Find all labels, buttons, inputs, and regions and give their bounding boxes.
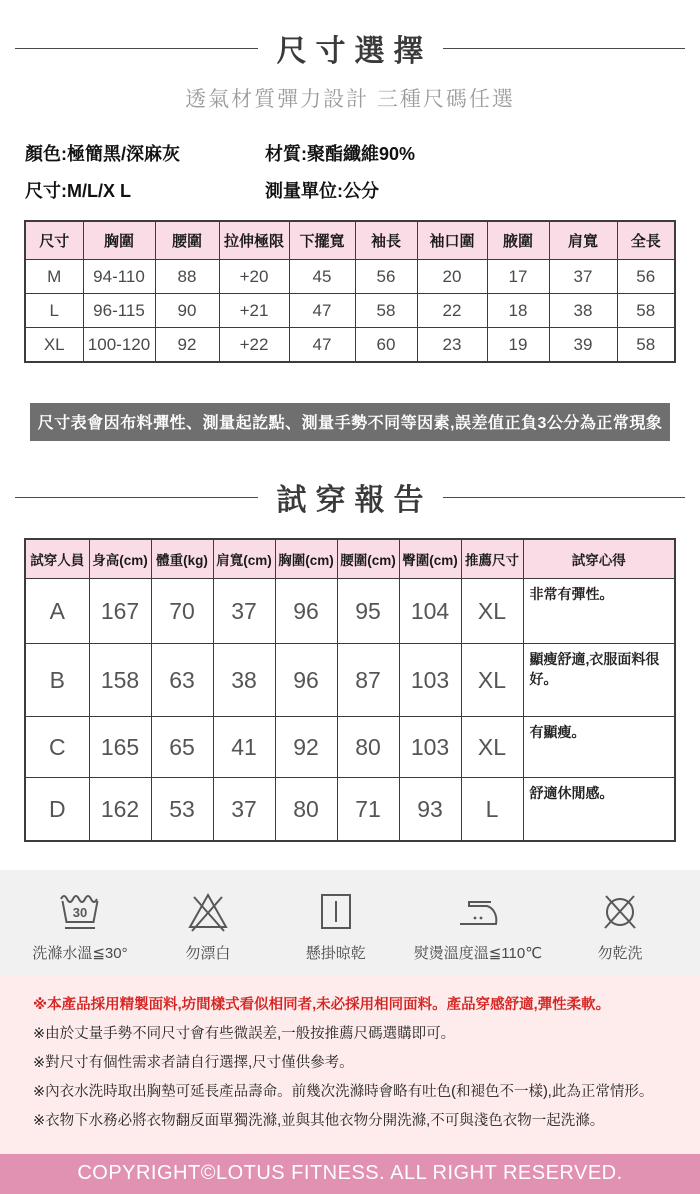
size-cell: 90	[155, 294, 219, 328]
title-left-line	[15, 48, 258, 49]
size-table-header-row	[25, 221, 675, 260]
size-cell: 18	[487, 294, 549, 328]
fit-table-header: 體重(kg)	[151, 539, 213, 579]
wash-temp-30-icon	[55, 886, 105, 936]
fit-table-header: 身高(cm)	[89, 539, 151, 579]
care-item-no-dry-clean	[570, 886, 670, 963]
fit-cell: 41	[213, 717, 275, 778]
size-table-header: 下擺寬	[289, 221, 355, 260]
care-label: 勿漂白	[185, 945, 231, 962]
svg-text:30: 30	[72, 905, 88, 920]
size-cell: 96-115	[83, 294, 155, 328]
size-cell: 100-120	[83, 328, 155, 363]
fit-cell: 87	[337, 644, 399, 717]
copyright-footer: COPYRIGHT©LOTUS FITNESS. ALL RIGHT RESERVED.	[0, 1154, 700, 1194]
product-notes	[0, 976, 700, 1154]
fit-cell: D	[25, 778, 89, 842]
care-item-no-bleach	[158, 886, 258, 963]
size-cell: 60	[355, 328, 417, 363]
fit-cell: 162	[89, 778, 151, 842]
fit-cell: 38	[213, 644, 275, 717]
size-table-row-l	[25, 294, 675, 328]
fit-table-header: 肩寬(cm)	[213, 539, 275, 579]
size-cell: 39	[549, 328, 617, 363]
fit-cell: 37	[213, 579, 275, 644]
care-label: 熨燙溫度溫≦110℃	[413, 945, 543, 962]
size-cell: 88	[155, 260, 219, 294]
note-line: ※內衣水洗時取出胸墊可延長產品壽命。前幾次洗滌時會略有吐色(和褪色不一樣),此為正常情形。	[33, 1084, 654, 1100]
material-label: 材質:聚酯纖維90%	[265, 144, 416, 164]
title-right-line	[443, 497, 686, 498]
size-table	[24, 220, 676, 363]
size-cell: 58	[617, 328, 675, 363]
fit-cell: 63	[151, 644, 213, 717]
fit-cell: C	[25, 717, 89, 778]
fit-report-title: 試穿報告	[276, 484, 433, 517]
size-cell: +21	[219, 294, 289, 328]
fit-cell: 167	[89, 579, 151, 644]
size-cell: 56	[355, 260, 417, 294]
fit-cell: 80	[337, 717, 399, 778]
care-item-iron	[414, 886, 542, 963]
fit-cell: 95	[337, 579, 399, 644]
size-cell: 20	[417, 260, 487, 294]
care-item-hang-dry	[286, 886, 386, 963]
fit-table-header-row	[25, 539, 675, 579]
fit-comment-cell: 顯瘦舒適,衣服面料很好。	[523, 644, 675, 717]
fit-table-header: 試穿心得	[523, 539, 675, 579]
fit-table-header: 腰圍(cm)	[337, 539, 399, 579]
fit-table-row-a	[25, 579, 675, 644]
note-line: ※對尺寸有個性需求者請自行選擇,尺寸僅供參考。	[33, 1055, 354, 1071]
size-cell: 38	[549, 294, 617, 328]
fit-table-header: 試穿人員	[25, 539, 89, 579]
size-cell: XL	[25, 328, 83, 363]
size-cell: 56	[617, 260, 675, 294]
size-table-header: 腰圍	[155, 221, 219, 260]
size-table-header: 尺寸	[25, 221, 83, 260]
note-line: ※衣物下水務必將衣物翻反面單獨洗滌,並與其他衣物分開洗滌,不可與淺色衣物一起洗滌。	[33, 1113, 605, 1129]
size-cell: 92	[155, 328, 219, 363]
fit-comment-cell: 非常有彈性。	[523, 579, 675, 644]
fit-cell: XL	[461, 579, 523, 644]
fit-cell: 93	[399, 778, 461, 842]
fit-cell: 53	[151, 778, 213, 842]
care-label: 洗滌水溫≦30°	[32, 945, 128, 962]
no-dry-clean-icon	[595, 886, 645, 936]
size-cell: 58	[355, 294, 417, 328]
tolerance-notice-bar: 尺寸表會因布料彈性、測量起訖點、測量手勢不同等因素,誤差值正負3公分為正常現象	[30, 403, 670, 441]
fit-table-row-b	[25, 644, 675, 717]
fit-cell: 103	[399, 644, 461, 717]
fit-cell: 80	[275, 778, 337, 842]
fit-cell: 70	[151, 579, 213, 644]
size-table-row-m	[25, 260, 675, 294]
size-cell: 58	[617, 294, 675, 328]
size-table-header: 全長	[617, 221, 675, 260]
size-cell: +20	[219, 260, 289, 294]
size-table-header: 袖口圍	[417, 221, 487, 260]
fit-cell: 37	[213, 778, 275, 842]
size-table-row-xl	[25, 328, 675, 363]
size-table-header: 胸圍	[83, 221, 155, 260]
size-cell: 23	[417, 328, 487, 363]
fit-cell: XL	[461, 644, 523, 717]
title-left-line	[15, 497, 258, 498]
title-right-line	[443, 48, 686, 49]
size-cell: M	[25, 260, 83, 294]
fit-report-table	[24, 538, 676, 842]
note-line: ※本產品採用精製面料,坊間樣式看似相同者,未必採用相同面料。產品穿感舒適,彈性柔軟。	[33, 997, 611, 1013]
page-title: 尺寸選擇	[276, 35, 433, 68]
fit-cell: XL	[461, 717, 523, 778]
fit-cell: 71	[337, 778, 399, 842]
color-label: 顏色:極簡黑/深麻灰	[25, 144, 180, 164]
product-info	[25, 140, 675, 203]
fit-table-row-c	[25, 717, 675, 778]
size-section-title	[15, 26, 685, 70]
size-cell: +22	[219, 328, 289, 363]
fit-table-header: 胸圍(cm)	[275, 539, 337, 579]
size-cell: 37	[549, 260, 617, 294]
size-table-header: 肩寬	[549, 221, 617, 260]
size-cell: 19	[487, 328, 549, 363]
size-table-header: 袖長	[355, 221, 417, 260]
size-table-header: 腋圍	[487, 221, 549, 260]
size-cell: 17	[487, 260, 549, 294]
fit-cell: 158	[89, 644, 151, 717]
fit-cell: B	[25, 644, 89, 717]
fit-cell: 103	[399, 717, 461, 778]
size-cell: L	[25, 294, 83, 328]
page-subtitle: 透氣材質彈力設計 三種尺碼任選	[185, 88, 515, 111]
size-cell: 22	[417, 294, 487, 328]
care-label: 懸掛晾乾	[305, 945, 366, 962]
size-cell: 47	[289, 328, 355, 363]
fit-cell: 92	[275, 717, 337, 778]
fit-comment-cell: 舒適休閒感。	[523, 778, 675, 842]
size-label: 尺寸:M/L/X L	[25, 181, 131, 201]
fit-cell: 96	[275, 579, 337, 644]
no-bleach-icon	[183, 886, 233, 936]
fit-cell: 96	[275, 644, 337, 717]
fit-cell: 104	[399, 579, 461, 644]
size-table-header: 拉伸極限	[219, 221, 289, 260]
fit-cell: A	[25, 579, 89, 644]
care-item-wash	[30, 886, 130, 963]
fit-cell: L	[461, 778, 523, 842]
size-cell: 94-110	[83, 260, 155, 294]
fit-comment-cell: 有顯瘦。	[523, 717, 675, 778]
fit-cell: 165	[89, 717, 151, 778]
unit-label: 測量單位:公分	[265, 181, 379, 201]
fit-table-header: 臀圍(cm)	[399, 539, 461, 579]
hang-dry-icon	[311, 886, 361, 936]
care-label: 勿乾洗	[597, 945, 643, 962]
fit-report-section-title	[15, 475, 685, 519]
fit-table-row-d	[25, 778, 675, 842]
care-instructions	[0, 870, 700, 976]
note-line: ※由於丈量手勢不同尺寸會有些微誤差,一般按推薦尺碼選購即可。	[33, 1026, 456, 1042]
size-cell: 47	[289, 294, 355, 328]
iron-temp-110-icon	[453, 886, 503, 936]
fit-cell: 65	[151, 717, 213, 778]
size-cell: 45	[289, 260, 355, 294]
fit-table-header: 推薦尺寸	[461, 539, 523, 579]
